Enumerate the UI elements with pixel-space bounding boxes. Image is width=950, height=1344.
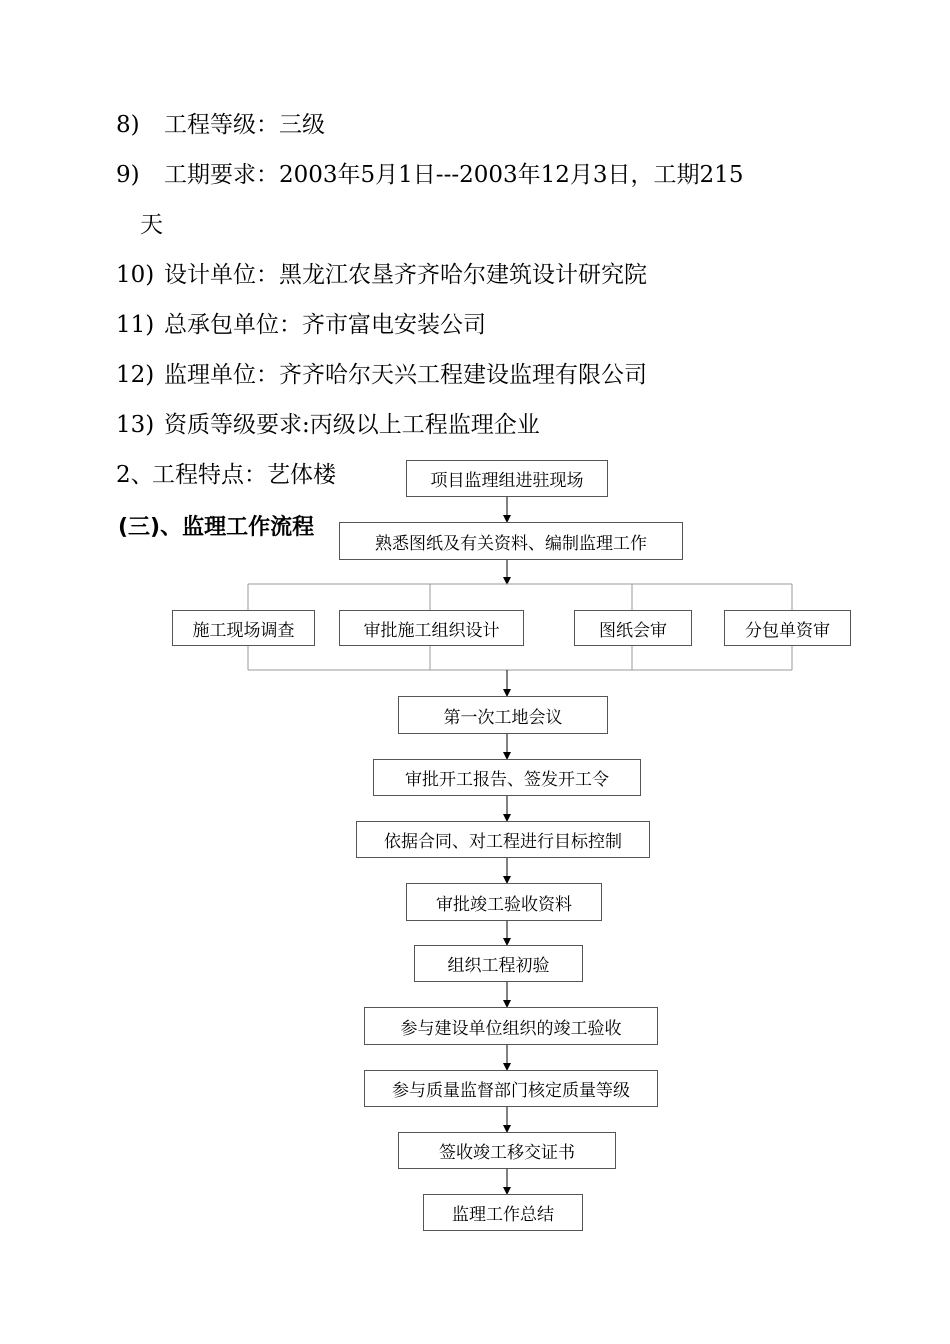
flow-box-approve-org-design: 审批施工组织设计 <box>339 610 524 646</box>
item-text: 设计单位：黑龙江农垦齐齐哈尔建筑设计研究院 <box>164 262 647 288</box>
flow-box-step: 依据合同、对工程进行目标控制 <box>356 821 650 858</box>
flow-box-step: 第一次工地会议 <box>398 696 608 734</box>
flow-box-start: 项目监理组进驻现场 <box>406 460 608 497</box>
item-number: 9) <box>116 162 140 188</box>
flow-box-step: 签收竣工移交证书 <box>398 1132 616 1169</box>
flow-box-drawing-review: 图纸会审 <box>574 610 692 646</box>
section-heading: (三)、监理工作流程 <box>118 515 315 540</box>
flow-box-step: 审批开工报告、签发开工令 <box>373 759 641 796</box>
flow-box-step: 监理工作总结 <box>423 1194 583 1231</box>
item-number: 2、 <box>116 462 154 488</box>
item-text: 资质等级要求:丙级以上工程监理企业 <box>164 412 540 438</box>
item-text: 工程特点：艺体楼 <box>152 462 336 488</box>
item-number: 8) <box>116 112 140 138</box>
flow-box-site-survey: 施工现场调查 <box>172 610 315 646</box>
flow-box-subcontract-review: 分包单资审 <box>724 610 851 646</box>
item-text: 工程等级：三级 <box>164 112 325 138</box>
item-number: 13) <box>116 412 155 438</box>
flow-box-step: 参与质量监督部门核定质量等级 <box>364 1070 658 1107</box>
item-number: 11) <box>116 312 155 338</box>
flow-box-prepare: 熟悉图纸及有关资料、编制监理工作 <box>339 522 683 560</box>
flow-box-step: 组织工程初验 <box>414 945 583 982</box>
item-text: 总承包单位：齐市富电安装公司 <box>164 312 486 338</box>
flow-box-step: 审批竣工验收资料 <box>406 883 602 921</box>
item-number: 10) <box>116 262 155 288</box>
flow-box-step: 参与建设单位组织的竣工验收 <box>364 1007 658 1045</box>
item-number: 12) <box>116 362 155 388</box>
item-text: 监理单位：齐齐哈尔天兴工程建设监理有限公司 <box>164 362 647 388</box>
item-text: 天 <box>140 212 163 238</box>
item-text: 工期要求：2003年5月1日---2003年12月3日，工期215 <box>164 162 744 188</box>
